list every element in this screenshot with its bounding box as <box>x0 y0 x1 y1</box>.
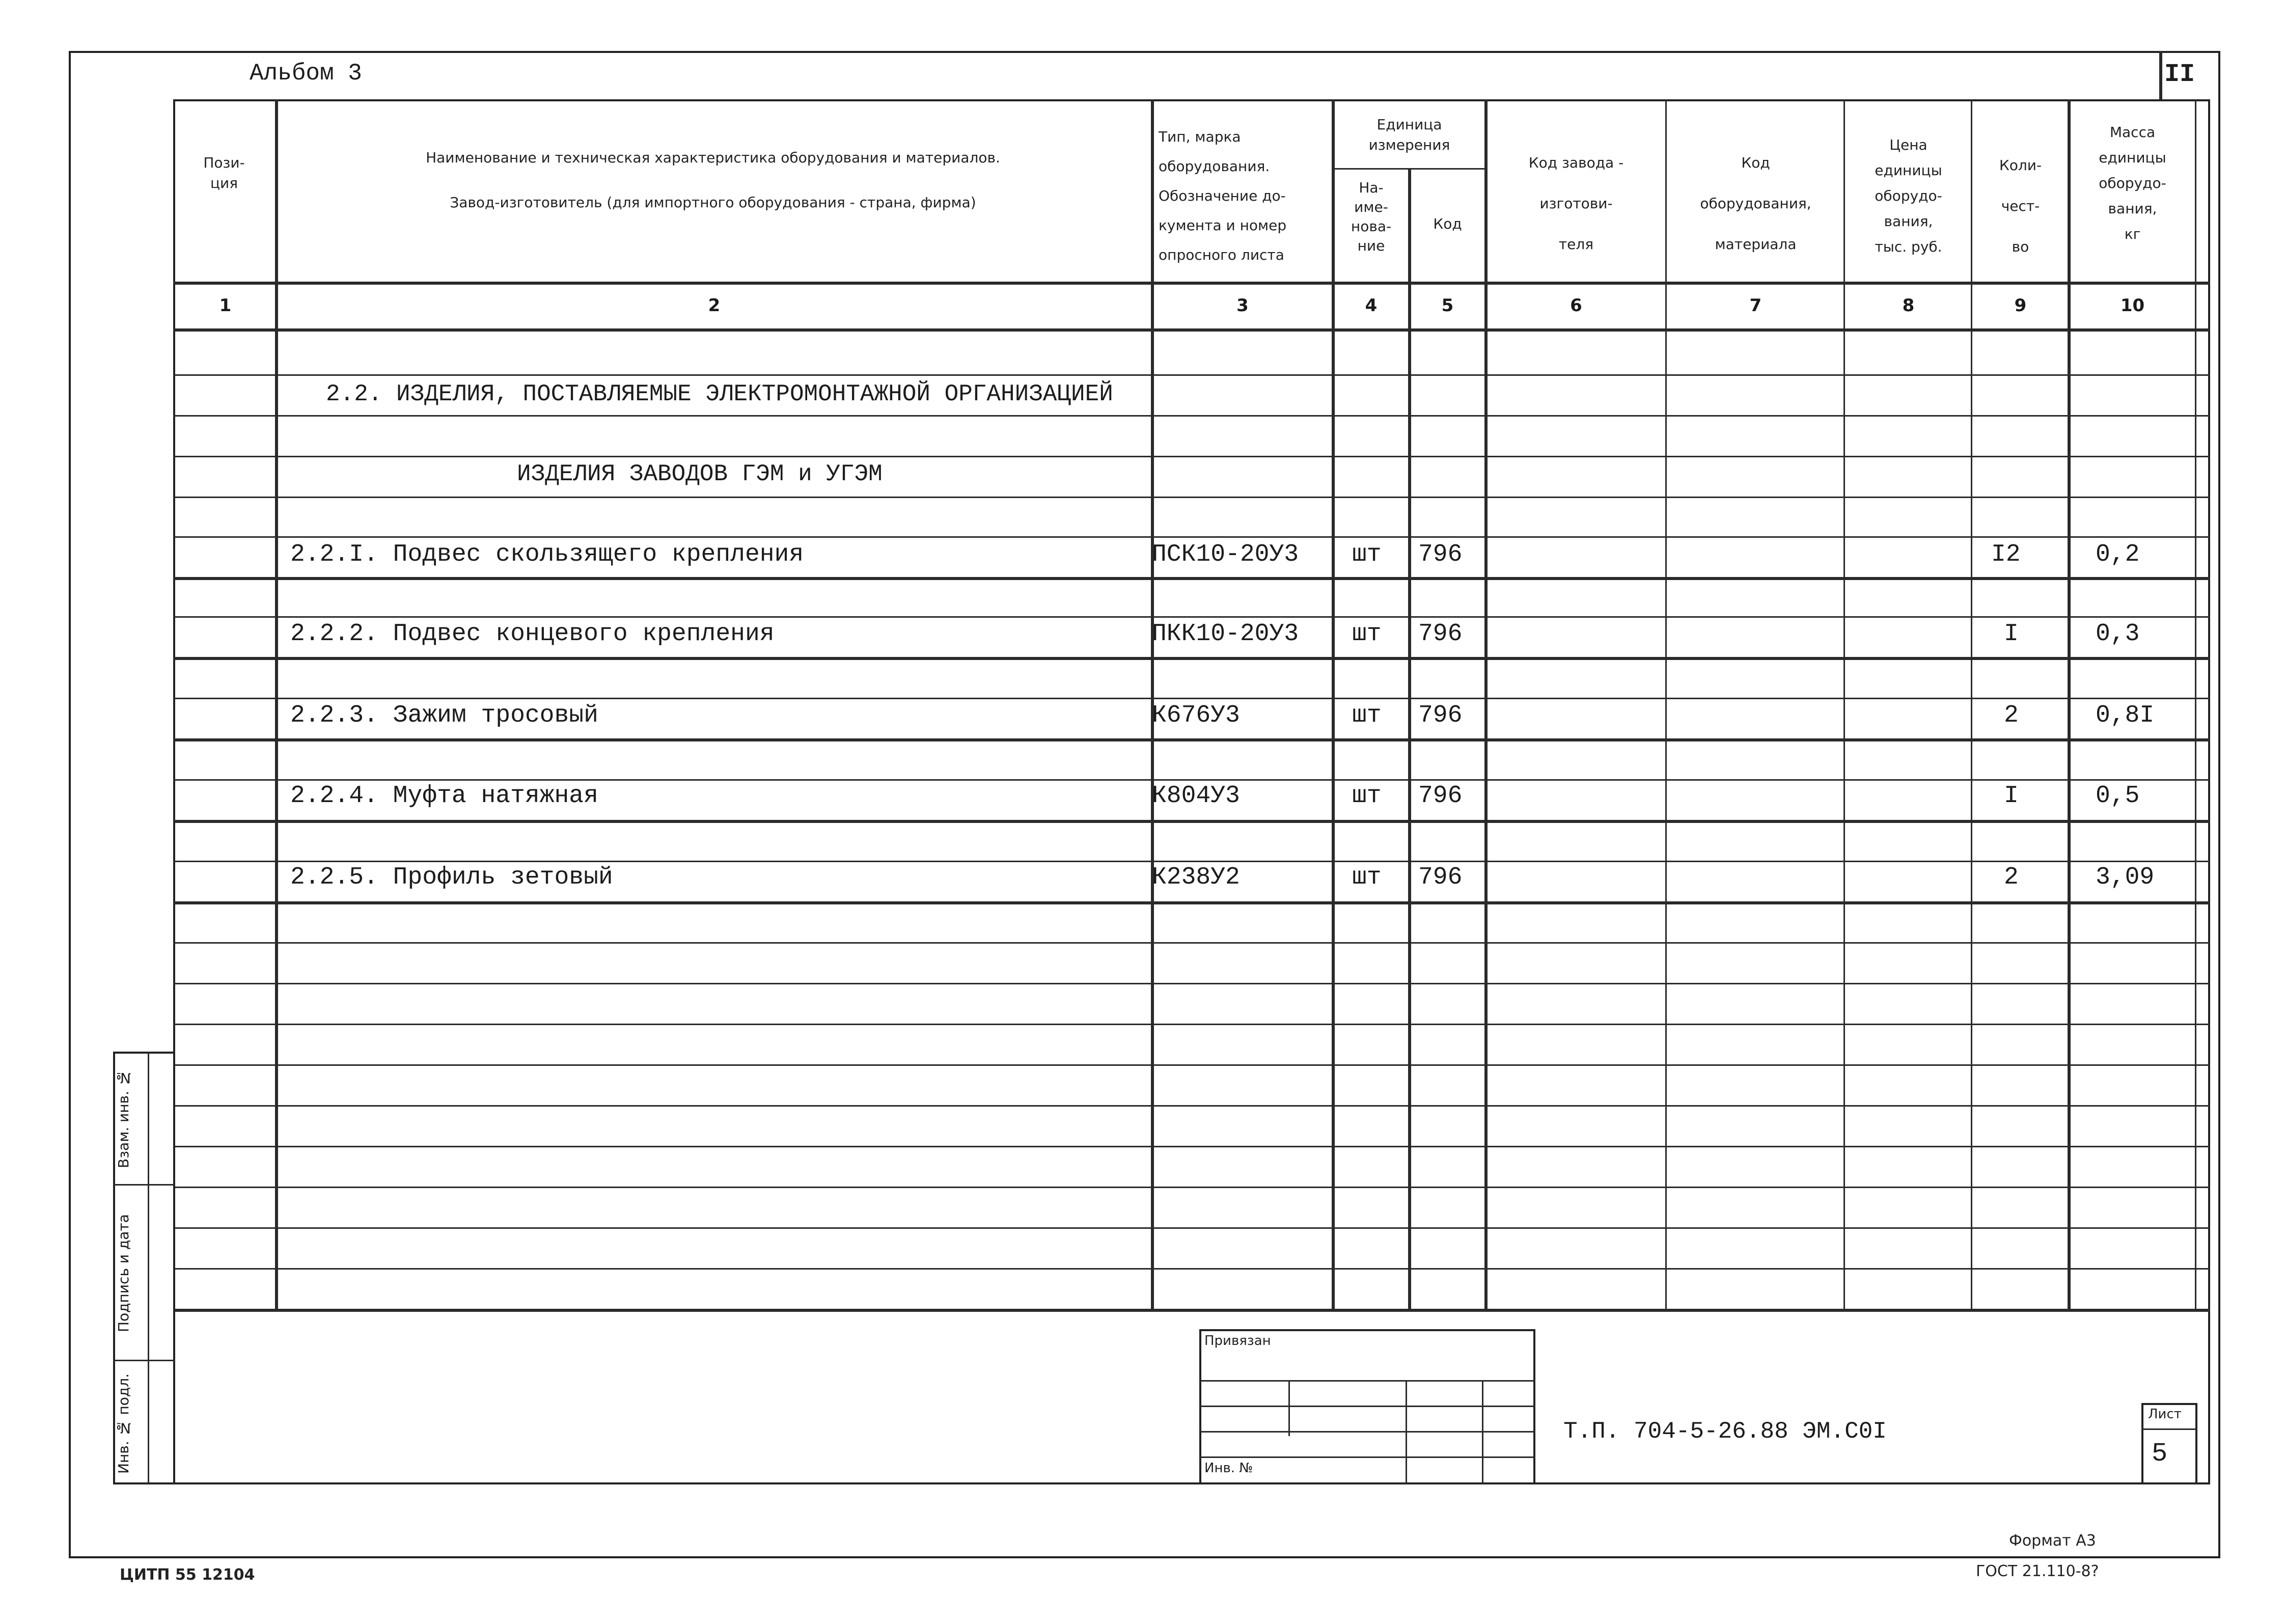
item-unit: шт <box>1352 782 1382 810</box>
document-code: Т.П. 704-5-26.88 ЭМ.С0I <box>1563 1418 1887 1445</box>
item-code: 796 <box>1418 782 1463 810</box>
item-qty: I <box>2004 620 2019 648</box>
header-factory-code: Код завода - изготови- теля <box>1528 154 1624 253</box>
col-line-7 <box>1843 99 1845 1309</box>
item-name: 2.2.5. Профиль зетовый <box>290 864 613 891</box>
item-type: ПСК10-20У3 <box>1152 541 1299 568</box>
colnum-2: 2 <box>708 295 721 316</box>
side-strip-line <box>113 1360 175 1361</box>
header-mass: Масса единицы оборудо- вания, кг <box>2099 124 2166 242</box>
item-unit: шт <box>1352 620 1382 648</box>
header-position: Пози- ция <box>203 154 245 191</box>
header-unit-code: Код <box>1433 215 1462 232</box>
col-line-3 <box>1332 99 1335 1309</box>
item-unit: шт <box>1352 702 1382 729</box>
header-price: Цена единицы оборудо- вания, тыс. руб. <box>1875 136 1942 255</box>
row-line <box>173 1227 2210 1229</box>
colnum-3: 3 <box>1236 295 1249 316</box>
col-line-10 <box>2195 99 2196 1309</box>
row-line <box>173 1064 2210 1066</box>
item-mass: 0,2 <box>2096 541 2140 568</box>
colnum-7: 7 <box>1749 295 1762 316</box>
section-title: 2.2. ИЗДЕЛИЯ, ПОСТАВЛЯЕМЫЕ ЭЛЕКТРОМОНТАЖНОЙ ОРГАНИЗАЦИЕЙ <box>326 381 1113 407</box>
item-mass: 0,5 <box>2096 782 2140 810</box>
row-line <box>173 616 2210 618</box>
org-label: ЦИТП 55 12104 <box>120 1566 255 1584</box>
colnum-1: 1 <box>219 295 232 316</box>
header-name-line1: Наименование и техническая характеристика оборудования и материалов. <box>426 149 1000 166</box>
row-line <box>173 1268 2210 1270</box>
sheet-number: 5 <box>2152 1439 2168 1469</box>
side-strip-line <box>113 1184 175 1186</box>
row-line <box>173 577 2210 580</box>
item-name: 2.2.I. Подвес скользящего крепления <box>290 541 804 568</box>
col-line-1 <box>275 99 278 1309</box>
privyazan-col <box>1406 1380 1407 1484</box>
row-line <box>173 1146 2210 1147</box>
roman-box-divider <box>2159 51 2162 99</box>
col-line-6 <box>1665 99 1667 1309</box>
side-label-inv: Инв. № подл. <box>115 1373 132 1474</box>
sheet-box-line <box>2141 1428 2197 1430</box>
item-code: 796 <box>1418 702 1463 729</box>
row-line <box>173 901 2210 904</box>
header-type: Тип, марка оборудования. Обозначение до- кумента и номер опросного листа <box>1159 128 1287 263</box>
col-line-9 <box>2068 99 2071 1309</box>
colnum-bottom-line <box>173 328 2210 332</box>
header-unit-group: Единица измерения <box>1368 116 1450 153</box>
row-line <box>173 456 2210 457</box>
item-mass: 3,09 <box>2096 864 2155 891</box>
side-label-vzam: Взам. инв. № <box>115 1069 132 1169</box>
item-code: 796 <box>1418 620 1463 648</box>
subsection-title: ИЗДЕЛИЯ ЗАВОДОВ ГЭМ и УГЭМ <box>517 461 883 487</box>
privyazan-col <box>1288 1380 1290 1436</box>
sheet-label: Лист <box>2148 1407 2182 1422</box>
header-equipment-code: Код оборудования, материала <box>1700 154 1811 253</box>
item-type: ПКК10-20У3 <box>1152 620 1299 648</box>
privyazan-line <box>1199 1431 1535 1433</box>
item-type: К238У2 <box>1152 864 1240 891</box>
item-type: К804У3 <box>1152 782 1240 810</box>
item-type: К676У3 <box>1152 702 1240 729</box>
item-qty: 2 <box>2004 864 2019 891</box>
item-mass: 0,3 <box>2096 620 2140 648</box>
privyazan-line <box>1199 1380 1535 1382</box>
row-line <box>173 657 2210 660</box>
inv-no-label: Инв. № <box>1204 1461 1253 1476</box>
row-line <box>173 861 2210 862</box>
row-line <box>173 415 2210 417</box>
colnum-10: 10 <box>2120 295 2145 316</box>
row-line <box>173 1024 2210 1025</box>
item-name: 2.2.4. Муфта натяжная <box>290 782 598 810</box>
row-line <box>173 1187 2210 1188</box>
item-qty: 2 <box>2004 702 2019 729</box>
item-qty: I2 <box>1991 541 2021 568</box>
item-name: 2.2.3. Зажим тросовый <box>290 702 598 729</box>
row-line <box>173 698 2210 699</box>
item-unit: шт <box>1352 541 1382 568</box>
colnum-6: 6 <box>1570 295 1582 316</box>
row-line <box>173 983 2210 984</box>
gost-label: ГОСТ 21.110-8? <box>1976 1562 2099 1580</box>
sheet-roman: II <box>2164 60 2195 89</box>
privyazan-col <box>1482 1380 1483 1484</box>
side-label-podpis: Подпись и дата <box>115 1214 132 1332</box>
row-line <box>173 738 2210 741</box>
row-line <box>173 779 2210 781</box>
privyazan-label: Привязан <box>1204 1333 1271 1348</box>
colnum-5: 5 <box>1441 295 1454 316</box>
row-line <box>173 942 2210 944</box>
header-bottom-line <box>173 282 2210 285</box>
row-line <box>173 820 2210 823</box>
item-qty: I <box>2004 782 2019 810</box>
row-line <box>173 374 2210 376</box>
side-strip-divider <box>148 1052 149 1484</box>
format-label: Формат А3 <box>2009 1532 2096 1550</box>
album-label: Альбом 3 <box>250 60 362 87</box>
header-unit-name: На- име- нова- ние <box>1351 179 1392 254</box>
item-name: 2.2.2. Подвес концевого крепления <box>290 620 775 648</box>
header-name-line2: Завод-изготовитель (для импортного оборудования - страна, фирма) <box>450 194 976 211</box>
row-line <box>173 536 2210 538</box>
col-line-5 <box>1484 99 1488 1309</box>
colnum-9: 9 <box>2014 295 2027 316</box>
colnum-8: 8 <box>1902 295 1915 316</box>
item-code: 796 <box>1418 541 1463 568</box>
item-mass: 0,8I <box>2096 702 2155 729</box>
colnum-4: 4 <box>1365 295 1378 316</box>
row-line <box>173 497 2210 498</box>
col-line-8 <box>1971 99 1972 1309</box>
row-line <box>173 1105 2210 1107</box>
header-quantity: Коли- чест- во <box>1999 157 2042 255</box>
item-code: 796 <box>1418 864 1463 891</box>
privyazan-line <box>1199 1456 1535 1458</box>
table-bottom-line <box>173 1309 2210 1312</box>
privyazan-line <box>1199 1406 1535 1407</box>
item-unit: шт <box>1352 864 1382 891</box>
